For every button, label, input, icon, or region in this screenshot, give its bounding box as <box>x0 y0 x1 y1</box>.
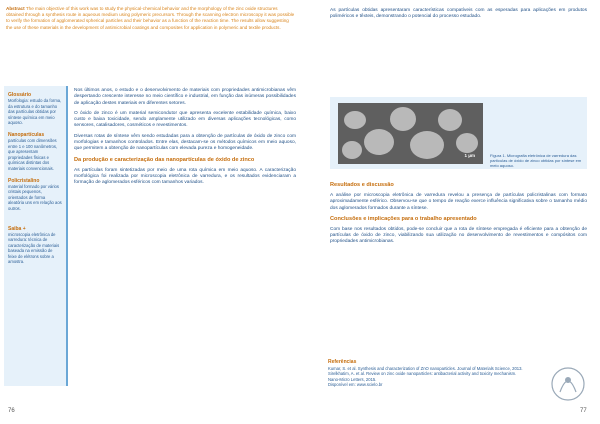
section-heading: Da produção e caracterização das nanopartículas de óxido de zinco <box>74 156 255 163</box>
particle-cluster <box>344 111 366 129</box>
body-paragraph: A análise por microscopia eletrônica de varredura revelou a presença de partículas policristalinas com formato aproximadamente esférico. Observou-se que o tempo de reação exerce influência significativa sobre o tamanho médio dos aglomerados formados durante a síntese. <box>330 193 587 211</box>
sidebar-section <box>4 126 66 172</box>
sidebar-text: microscopia eletrônica de varredura: técnica de caracterização de materiais baseada na emissão de feixe de elétrons sobre a amostra. <box>8 231 60 265</box>
sidebar-heading: Glossário <box>8 92 32 98</box>
page-number-left: 76 <box>8 408 15 414</box>
section-heading: Conclusões e implicações para o trabalho apresentado <box>330 215 477 222</box>
particle-cluster <box>342 141 362 159</box>
particle-cluster <box>438 109 462 131</box>
reference-line: Kumar, S. et al. Synthesis and characterization of ZnO nanoparticles. Journal of Materials Science, 2013. <box>328 365 523 371</box>
particle-cluster <box>456 133 478 153</box>
sidebar-heading: Nanopartículas <box>8 131 45 138</box>
logo-ring <box>552 368 584 400</box>
sidebar-text: Morfologia: estudo da forma, da estrutura e do tamanho das partículas obtidas por síntese química em meio aquoso. <box>8 98 62 126</box>
sidebar-text: material formado por vários cristais pequenos, orientados de forma aleatória uns em relação aos outros. <box>8 183 62 211</box>
body-paragraph: Com base nos resultados obtidos, pode-se concluir que a rota de síntese empregada é eficiente para a obtenção de partículas de óxido de zinco, viabilizando sua utilização no desenvolvimento de revestimentos e compósitos com propriedades antimicrobianas. <box>330 226 587 245</box>
abstract-block <box>6 6 296 31</box>
figure-panel <box>330 97 587 169</box>
references-block <box>328 360 528 388</box>
page-number-right: 77 <box>580 408 587 414</box>
section-heading: Resultados e discussão <box>330 182 394 188</box>
particle-cluster <box>390 107 416 131</box>
sidebar-spacer <box>4 212 66 220</box>
scale-bar-label: 1 μm <box>464 153 475 158</box>
right-top-column <box>330 8 587 25</box>
body-paragraph: Nos últimos anos, o estudo e o desenvolvimento de materiais com propriedades antimicrobianas vêm despertando crescente interesse no meio científico e industrial, em função das inúmeras possibilidades de aplicação destes materiais em diferentes setores. <box>74 88 296 106</box>
glossary-sidebar <box>4 86 68 386</box>
body-paragraph: Diversas rotas de síntese vêm sendo estudadas para a obtenção de partículas de óxido de zinco com morfologias e tamanhos controlados. Entre elas, destacam-se os métodos químicos em meio aquoso, que permitem a obtenção de nanopartículas com elevada pureza e homogeneidade. <box>74 133 296 152</box>
abstract-label: Abstract <box>6 6 25 11</box>
body-paragraph: As partículas foram sintetizadas por meio de uma rota química em meio aquoso. A caracterização morfológica foi realizada por microscopia eletrônica de varredura, e os resultados evidenciaram a formação de aglomerados esféricos com tamanhos variados. <box>74 167 296 186</box>
sem-micrograph-image <box>338 103 483 164</box>
body-paragraph: As partículas obtidas apresentaram características compatíveis com as esperadas para aplicações em produtos poliméricos e têxteis, demonstrando o potencial do processo estudado. <box>330 8 587 20</box>
sidebar-heading: Policristalino <box>8 177 40 184</box>
sidebar-heading: Saiba + <box>8 225 26 232</box>
left-main-column <box>74 88 296 191</box>
reference-line: Sirelkhatim, A. et al. Review on zinc oxide nanoparticles: antibacterial activity and toxicity mechanism. Nano-Micro Letters, 2015. <box>328 371 517 382</box>
abstract-text: The main objective of this work was to study the physical-chemical behavior and the morphology of the zinc oxide structures obtained through a synthesis route in aqueous medium using polymeric precursors. Through the scanning electron microscopy it was possible to verify the formation of agglomerated spherical particles and their behavior as a function of the reaction time. The results allow suggesting the use of these materials in the development of antimicrobial coatings and composites for application in polymeric and textile products. <box>6 6 295 30</box>
sidebar-section <box>4 220 66 266</box>
sidebar-section <box>4 86 66 126</box>
figure-caption: Figura 1. Micrografia eletrônica de varredura das partículas de óxido de zinco obtidas por síntese em meio aquoso. <box>490 153 582 168</box>
particle-cluster <box>410 131 444 159</box>
right-main-column <box>330 178 587 250</box>
logo-dot <box>565 377 571 383</box>
institution-logo <box>548 364 588 404</box>
body-paragraph: O óxido de zinco é um material semicondutor que apresenta excelente estabilidade química, baixo custo e baixa toxicidade, sendo amplamente utilizado em diversas aplicações tecnológicas, como sensores, catalisadores, cosméticos e revestimentos. <box>74 110 296 129</box>
references-heading: Referências <box>328 359 357 365</box>
particle-cluster <box>364 129 394 155</box>
sidebar-text: partículas com dimensões entre 1 e 100 nanômetros, que apresentam propriedades físicas e químicas distintas dos materiais convencionais. <box>8 137 58 171</box>
reference-line: Disponível em: www.scielo.br <box>328 382 383 388</box>
sidebar-section <box>4 172 66 212</box>
